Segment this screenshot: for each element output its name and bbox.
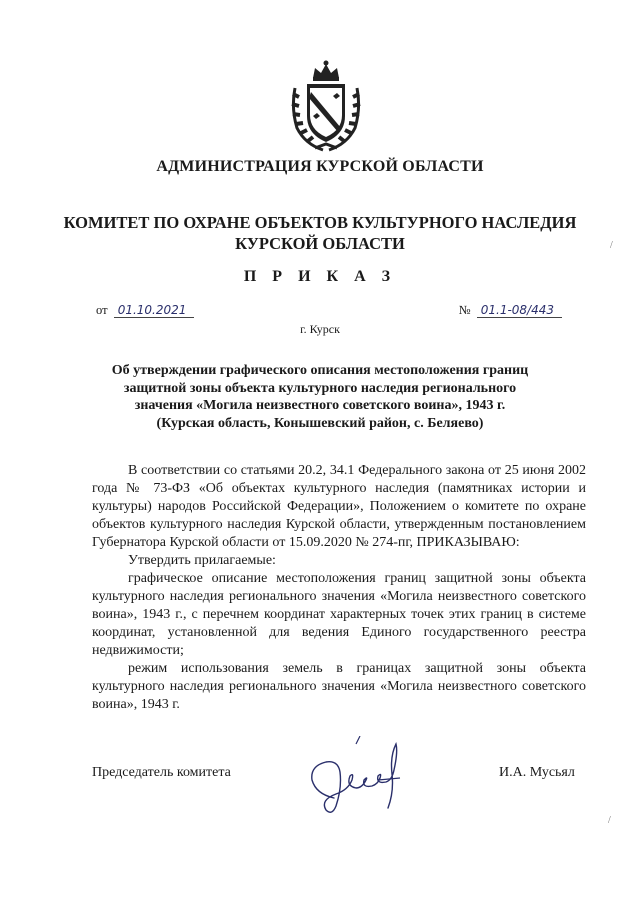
body-paragraph-approve: Утвердить прилагаемые: (128, 553, 276, 568)
order-number (459, 303, 562, 318)
committee-title-line2: КУРСКОЙ ОБЛАСТИ (235, 234, 405, 253)
signature-icon (296, 736, 414, 820)
margin-tick: / (610, 240, 613, 251)
date-value: 01.10.2021 (114, 303, 195, 318)
administration-title: АДМИНИСТРАЦИЯ КУРСКОЙ ОБЛАСТИ (156, 158, 484, 175)
date-prefix: от (96, 303, 108, 317)
city: г. Курск (300, 322, 340, 336)
number-prefix: № (458, 303, 471, 317)
number-value: 01.1-08/443 (477, 303, 562, 318)
order-subject (95, 362, 545, 432)
subject-line3: значения «Могила неизвестного советского воина», 1943 г. (134, 398, 506, 413)
coat-of-arms-icon (289, 58, 363, 154)
subject-line2: защитной зоны объекта культурного наследия регионального (123, 380, 517, 396)
order-body (92, 462, 586, 714)
body-paragraph-item2: режим использования земель в границах защитной зоны объекта культурного наследия регионального значения «Могила неизвестного советского воина», 1943 г. (92, 661, 586, 712)
order-date (96, 303, 194, 318)
body-paragraph-item1: графическое описание местоположения границ защитной зоны объекта культурного наследия регионального значения «Могила неизвестного советского воина», 1943 г., с перечнем координат характерных точек этих границ в системе координат, установленной для ведения Единого государственного реестра недвижимости; (92, 571, 586, 658)
body-paragraph-preamble: В соответствии со статьями 20.2, 34.1 Федерального закона от 25 июня 2002 года № 73-ФЗ «Об объектах культурного наследия (памятниках истории и культуры) народов Российской Федерации», Положением о комитете по охране объектов культурного наследия Курской области, утвержденным постановлением Губернатора Курской области от 15.09.2020 № 274-пг, ПРИКАЗЫВАЮ: (92, 463, 586, 550)
committee-title (60, 212, 580, 254)
subject-line4: (Курская область, Конышевский район, с. Беляево) (156, 415, 484, 431)
margin-tick: / (608, 815, 611, 826)
document-type-heading: П Р И К А З (243, 268, 397, 285)
signatory-position: Председатель комитета (92, 765, 231, 780)
signatory-name: И.А. Мусьял (499, 765, 575, 780)
subject-line1: Об утверждении графического описания местоположения границ (111, 363, 529, 378)
committee-title-line1: КОМИТЕТ ПО ОХРАНЕ ОБЪЕКТОВ КУЛЬТУРНОГО НАСЛЕДИЯ (63, 213, 577, 232)
